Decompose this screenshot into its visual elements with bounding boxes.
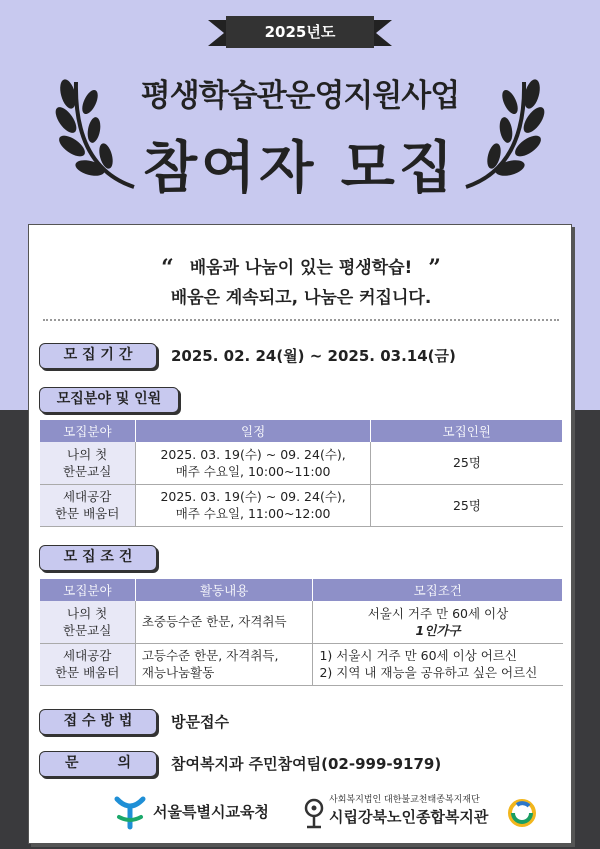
- schedule-cell: [135, 442, 371, 484]
- foundation-name: 사회복지법인 대한불교천태종복지재단: [329, 795, 480, 805]
- condition-line-2: 1인가구: [415, 622, 461, 638]
- field-cell: [40, 442, 136, 484]
- inquiry-label: 문 의: [39, 751, 157, 777]
- fields-label: 모집분야 및 인원: [39, 387, 179, 413]
- slogan-line-1: [29, 253, 573, 281]
- slogan-text-1: 배움과 나눔이 있는 평생학습!: [189, 258, 413, 278]
- apply-value: 방문접수: [171, 713, 229, 731]
- field-name-line-2: 한문교실: [63, 622, 112, 638]
- schedule-cell: [135, 484, 371, 526]
- table-row: [40, 442, 563, 484]
- year-banner: [208, 16, 392, 50]
- field-name-line-1: 나의 첫: [67, 605, 108, 621]
- welfare-center-name: 시립강북노인종합복지관: [329, 808, 489, 826]
- inquiry-value: 참여복지과 주민참여팀(02-999-9179): [171, 755, 442, 773]
- period-label: 모 집 기 간: [39, 343, 157, 369]
- schedule-line-2: 매주 수요일, 10:00~11:00: [175, 463, 331, 479]
- header-condition: 모집조건: [313, 579, 563, 601]
- activity-cell: [135, 643, 313, 685]
- condition-line-1: 서울시 거주 만 60세 이상: [367, 605, 509, 621]
- schedule-line-1: 2025. 03. 19(수) ~ 09. 24(수),: [160, 446, 346, 462]
- seoul-education-logo-icon: [113, 793, 147, 831]
- period-value: 2025. 02. 24(월) ~ 2025. 03.14(금): [171, 347, 456, 365]
- header-count: 모집인원: [371, 420, 563, 442]
- activity-line-1: 고등수준 한문, 자격취득,: [141, 648, 279, 663]
- activity-line-2: 재능나눔활동: [141, 665, 215, 680]
- program-title: 평생학습관운영지원사업: [140, 78, 460, 114]
- table-row: [40, 484, 563, 526]
- field-name-line-1: 세대공감: [63, 648, 112, 663]
- table-header-row: [40, 579, 563, 601]
- dotted-divider: [43, 319, 559, 321]
- fields-table: [39, 420, 563, 527]
- header-field: 모집분야: [40, 579, 136, 601]
- field-cell: [40, 643, 136, 685]
- year-banner-text: 2025년도: [264, 23, 336, 41]
- condition-cell: [313, 643, 563, 685]
- conditions-table: [39, 579, 563, 686]
- footer-logos: [29, 789, 573, 839]
- conditions-label: 모 집 조 건: [39, 545, 157, 571]
- table-row: [40, 601, 563, 643]
- slogan-line-2: 배움은 계속되고, 나눔은 커집니다.: [170, 288, 432, 308]
- schedule-line-2: 매주 수요일, 11:00~12:00: [175, 506, 331, 521]
- condition-line-2: 2) 지역 내 재능을 공유하고 싶은 어르신: [319, 665, 538, 680]
- header-activity: 활동내용: [135, 579, 313, 601]
- welfare-center-logo-icon: [507, 797, 537, 829]
- table-row: [40, 643, 563, 685]
- close-quote-icon: ”: [428, 255, 441, 281]
- apply-label: 접 수 방 법: [39, 709, 157, 735]
- field-name-line-1: 세대공감: [62, 489, 112, 504]
- header-field: 모집분야: [40, 420, 136, 442]
- condition-cell: [313, 601, 563, 643]
- field-cell: [40, 601, 136, 643]
- schedule-line-1: 2025. 03. 19(수) ~ 09. 24(수),: [160, 489, 346, 504]
- open-quote-icon: “: [161, 255, 174, 281]
- table-header-row: [40, 420, 563, 442]
- recruitment-title: 참여자 모집: [143, 136, 457, 201]
- field-name-line-2: 한문교실: [62, 463, 112, 479]
- field-name-line-2: 한문 배움터: [54, 665, 120, 680]
- field-cell: [40, 484, 136, 526]
- header-schedule: 일정: [135, 420, 371, 442]
- field-name-line-2: 한문 배움터: [54, 506, 120, 521]
- activity-cell: [135, 601, 313, 643]
- seoul-education-office-name: 서울특별시교육청: [153, 803, 269, 821]
- field-name-line-1: 나의 첫: [67, 446, 108, 462]
- activity-line-1: 초중등수준 한문, 자격취득: [141, 614, 287, 630]
- count-cell: 25명: [371, 442, 563, 484]
- info-card: [28, 224, 572, 844]
- condition-line-1: 1) 서울시 거주 만 60세 이상 어르신: [319, 648, 517, 663]
- count-cell: 25명: [371, 484, 563, 526]
- dharma-wheel-icon: [301, 795, 327, 829]
